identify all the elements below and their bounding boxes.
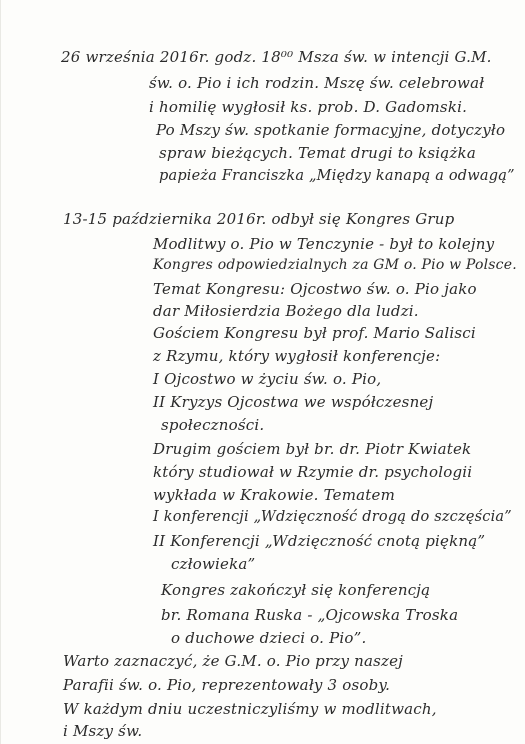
text-line: Gościem Kongresu był prof. Mario Salisci bbox=[153, 324, 476, 342]
text-line: Modlitwy o. Pio w Tenczynie - był to kolejny bbox=[153, 235, 495, 253]
text-line: II Konferencji „Wdzięczność cnotą piękną” bbox=[153, 532, 486, 550]
text-line: Parafii św. o. Pio, reprezentowały 3 osoby. bbox=[63, 676, 391, 694]
text-line: Po Mszy św. spotkanie formacyjne, dotyczyło bbox=[156, 121, 506, 139]
text-line: Drugim gościem był br. dr. Piotr Kwiatek bbox=[153, 440, 472, 458]
text-line: który studiował w Rzymie dr. psychologii bbox=[153, 463, 473, 481]
text-line: Kongres odpowiedzialnych za GM o. Pio w Polsce. bbox=[153, 257, 517, 273]
text-line: Temat Kongresu: Ojcostwo św. o. Pio jako bbox=[153, 280, 477, 298]
text-line: św. o. Pio i ich rodzin. Mszę św. celebrował bbox=[149, 74, 485, 92]
text-line: dar Miłosierdzia Bożego dla ludzi. bbox=[153, 302, 419, 320]
text-line: I Ojcostwo w życiu św. o. Pio, bbox=[153, 370, 382, 388]
text-line: człowieka” bbox=[171, 555, 256, 573]
text-line: papieża Franciszka „Między kanapą a odwagą” bbox=[159, 168, 515, 184]
text-line: W każdym dniu uczestniczyliśmy w modlitwach, bbox=[63, 700, 437, 718]
text-line: i Mszy św. bbox=[63, 722, 143, 740]
text-line: z Rzymu, który wygłosił konferencje: bbox=[153, 347, 441, 365]
text-line: wykłada w Krakowie. Tematem bbox=[153, 486, 396, 504]
text-line: i homilię wygłosił ks. prob. D. Gadomski. bbox=[149, 98, 468, 116]
text-line: br. Romana Ruska - „Ojcowska Troska bbox=[161, 606, 459, 624]
text-line: Warto zaznaczyć, że G.M. o. Pio przy naszej bbox=[63, 652, 404, 670]
text-line: o duchowe dzieci o. Pio”. bbox=[171, 629, 367, 647]
text-line: 13-15 października 2016r. odbył się Kongres Grup bbox=[63, 210, 455, 228]
text-line: II Kryzys Ojcostwa we współczesnej bbox=[153, 393, 434, 411]
text-line: Kongres zakończył się konferencją bbox=[161, 581, 431, 599]
text-line: społeczności. bbox=[161, 416, 265, 434]
text-line: spraw bieżących. Temat drugi to książka bbox=[159, 144, 476, 162]
text-line: 26 września 2016r. godz. 18⁰⁰ Msza św. w intencji G.M. bbox=[61, 48, 492, 66]
text-line: I konferencji „Wdzięczność drogą do szczęścia” bbox=[153, 509, 512, 525]
